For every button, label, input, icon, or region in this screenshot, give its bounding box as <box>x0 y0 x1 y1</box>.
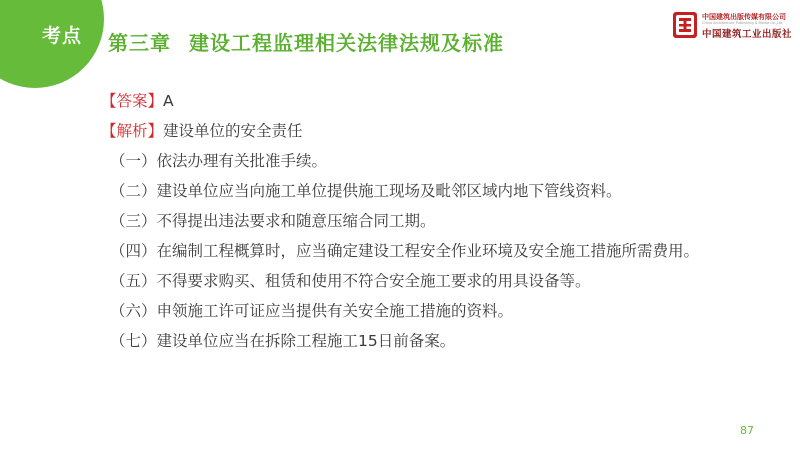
page-number: 87 <box>740 424 754 437</box>
analysis-text: 建设单位的安全责任 <box>163 122 303 140</box>
list-item: （七）建设单位应当在拆除工程施工15日前备案。 <box>110 332 456 350</box>
answer-tag: 【答案】 <box>101 92 164 110</box>
list-item: （三）不得提出违法要求和随意压缩合同工期。 <box>110 212 436 230</box>
publisher-logo <box>672 10 792 42</box>
publisher-name-cn: 中国建筑出版传媒有限公司 <box>702 13 786 21</box>
answer-value: A <box>163 92 174 110</box>
list-item: （四）在编制工程概算时，应当确定建设工程安全作业环境及安全施工措施所需费用。 <box>110 242 700 260</box>
answer-line <box>64 86 754 116</box>
chapter-title <box>108 27 504 56</box>
analysis-line <box>64 116 754 146</box>
chapter-number: 第三章 <box>108 31 171 55</box>
list-item: （二）建设单位应当向施工单位提供施工现场及毗邻区域内地下管线资料。 <box>110 182 622 200</box>
answer-content <box>64 86 754 356</box>
chapter-name: 建设工程监理相关法律法规及标准 <box>189 31 504 55</box>
analysis-tag: 【解析】 <box>101 122 164 140</box>
list-item: （五）不得要求购买、租赁和使用不符合安全施工要求的用具设备等。 <box>110 272 591 290</box>
publisher-name-en: China Architecture Publishing & Media Co.,Ltd <box>702 21 783 25</box>
list-item: （六）申领施工许可证应当提供有关安全施工措施的资料。 <box>110 302 514 320</box>
publisher-logo-icon <box>672 11 698 39</box>
list-item: （一）依法办理有关批准手续。 <box>110 152 328 170</box>
publisher-name-art: 中国建筑工业出版社 <box>702 29 793 40</box>
corner-label: 考点 <box>41 25 82 47</box>
